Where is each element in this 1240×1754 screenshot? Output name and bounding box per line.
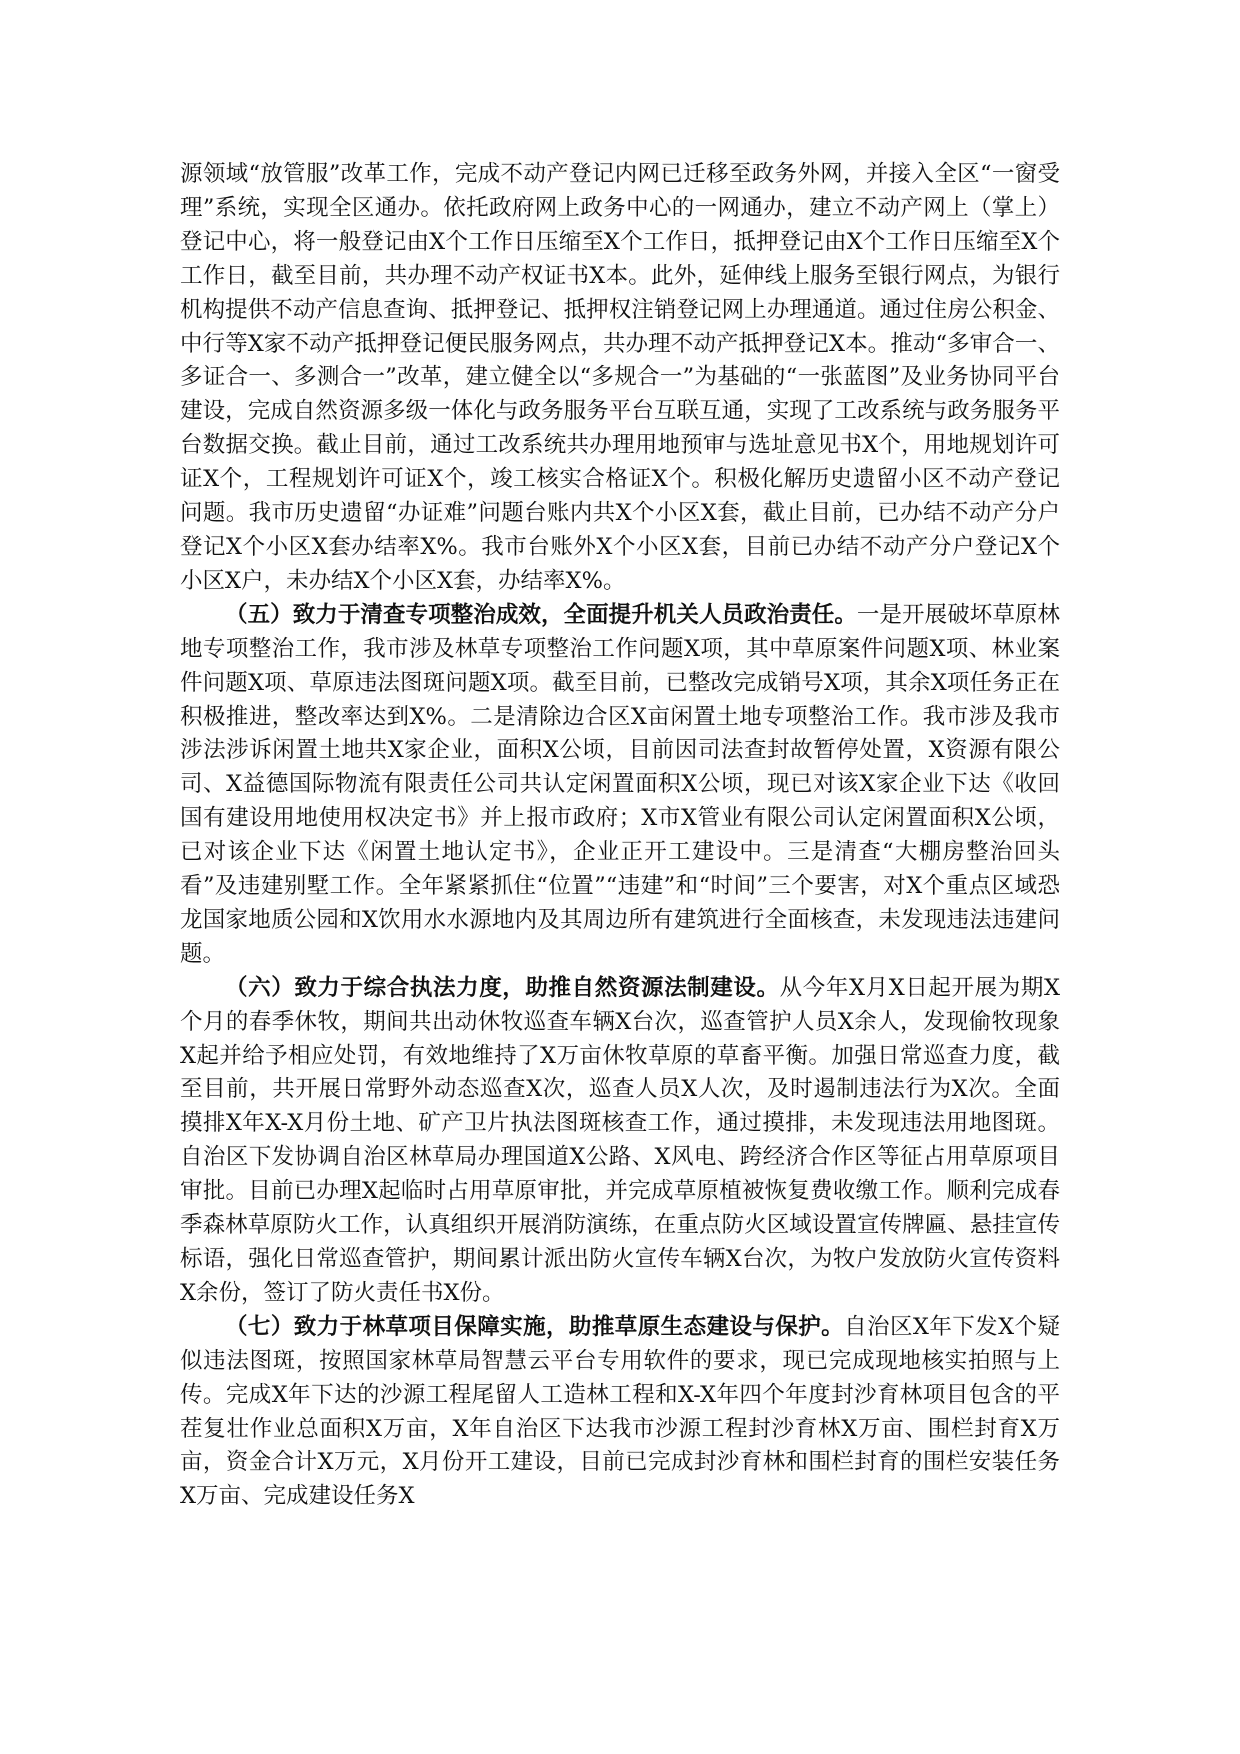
paragraph-4-text: 自治区X年下发X个疑似违法图斑，按照国家林草局智慧云平台专用软件的要求，现已完成现地核实拍照与上传。完成X年下达的沙源工程尾留人工造林工程和X-X年四个年度封沙育林项目包含的平茬复壮作业总面积X万亩，X年自治区下达我市沙源工程封沙育林X万亩、围栏封育X万亩，资金合计X万元，X月份开工建设，目前已完成封沙育林和围栏封育的围栏安装任务X万亩、完成建设任务X bbox=[180, 1313, 1060, 1510]
paragraph-3-text: 从今年X月X日起开展为期X个月的春季休牧，期间共出动休牧巡查车辆X台次，巡查管护人员X余人，发现偷牧现象X起并给予相应处罚，有效地维持了X万亩休牧草原的草畜平衡。加强日常巡查力度，截至目前，共开展日常野外动态巡查X次，巡查人员X人次，及时遏制违法行为X次。全面摸排X年X-X月份土地、矿产卫片执法图斑核查工作，通过摸排，未发现违法用地图斑。自治区下发协调自治区林草局办理国道X公路、X风电、跨经济合作区等征占用草原项目审批。目前已办理X起临时占用草原审批，并完成草原植被恢复费收缴工作。顺利完成春季森林草原防火工作，认真组织开展消防演练，在重点防火区域设置宣传牌匾、悬挂宣传标语，强化日常巡查管护，期间累计派出防火宣传车辆X台次，为牧户发放防火宣传资料X余份，签订了防火责任书X份。 bbox=[180, 974, 1060, 1306]
paragraph-3-heading: （六）致力于综合执法力度，助推自然资源法制建设。 bbox=[225, 974, 780, 1001]
paragraph-2 bbox=[180, 599, 1060, 972]
document-body bbox=[180, 158, 1060, 1514]
paragraph-2-text: 一是开展破坏草原林地专项整治工作，我市涉及林草专项整治工作问题X项，其中草原案件问题X项、林业案件问题X项、草原违法图斑问题X项。截至目前，已整改完成销号X项，其余X项任务正在积极推进，整改率达到X%。二是清除边合区X亩闲置土地专项整治工作。我市涉及我市涉法涉诉闲置土地共X家企业，面积X公顷，目前因司法查封故暂停处置，X资源有限公司、X益德国际物流有限责任公司共认定闲置面积X公顷，现已对该X家企业下达《收回国有建设用地使用权决定书》并上报市政府；X市X管业有限公司认定闲置面积X公顷，已对该企业下达《闲置土地认定书》，企业正开工建设中。三是清查“大棚房整治回头看”及违建别墅工作。全年紧紧抓住“位置”“违建”和“时间”三个要害，对X个重点区域恐龙国家地质公园和X饮用水水源地内及其周边所有建筑进行全面核查，未发现违法违建问题。 bbox=[180, 601, 1060, 967]
paragraph-4 bbox=[180, 1311, 1060, 1514]
paragraph-1 bbox=[180, 158, 1060, 599]
paragraph-4-heading: （七）致力于林草项目保障实施，助推草原生态建设与保护。 bbox=[225, 1313, 845, 1340]
paragraph-3 bbox=[180, 972, 1060, 1311]
paragraph-1-text: 源领域“放管服”改革工作，完成不动产登记内网已迁移至政务外网，并接入全区“一窗受理”系统，实现全区通办。依托政府网上政务中心的一网通办，建立不动产网上（掌上）登记中心，将一般登记由X个工作日压缩至X个工作日，抵押登记由X个工作日压缩至X个工作日，截至目前，共办理不动产权证书X本。此外，延伸线上服务至银行网点，为银行机构提供不动产信息查询、抵押登记、抵押权注销登记网上办理通道。通过住房公积金、中行等X家不动产抵押登记便民服务网点，共办理不动产抵押登记X本。推动“多审合一、多证合一、多测合一”改革，建立健全以“多规合一”为基础的“一张蓝图”及业务协同平台建设，完成自然资源多级一体化与政务服务平台互联互通，实现了工改系统与政务服务平台数据交换。截止目前，通过工改系统共办理用地预审与选址意见书X个，用地规划许可证X个，工程规划许可证X个，竣工核实合格证X个。积极化解历史遗留小区不动产登记问题。我市历史遗留“办证难”问题台账内共X个小区X套，截止目前，已办结不动产分户登记X个小区X套办结率X%。我市台账外X个小区X套，目前已办结不动产分户登记X个小区X户，未办结X个小区X套，办结率X%。 bbox=[180, 161, 1060, 594]
paragraph-2-heading: （五）致力于清查专项整治成效，全面提升机关人员政治责任。 bbox=[225, 601, 857, 628]
